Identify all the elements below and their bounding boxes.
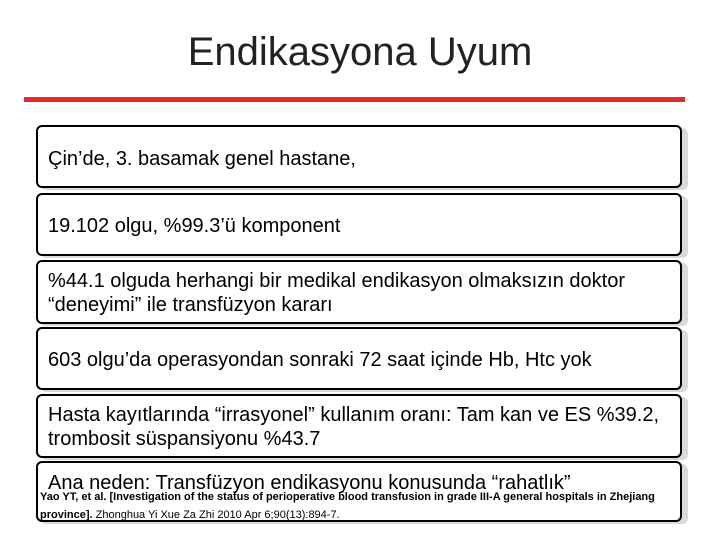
slide-title: Endikasyona Uyum: [187, 30, 533, 74]
bullet-box: [36, 125, 682, 188]
title-divider: [24, 97, 685, 102]
bullet-text: 19.102 olgu, %99.3’ü komponent: [48, 215, 341, 237]
bullet-box: [36, 193, 682, 256]
citation: [40, 488, 682, 524]
bullet-box: [36, 327, 682, 390]
bullet-text: Ana neden: Transfüzyon endikasyonu konusunda “rahatlık”: [48, 472, 571, 494]
bullet-box: [36, 394, 682, 458]
bullet-text: Hasta kayıtlarında “irrasyonel” kullanım oranı: Tam kan ve ES %39.2, trombosit süspansiyonu %43.7: [48, 404, 660, 450]
citation-source: Zhonghua Yi Xue Za Zhi 2010 Apr 6;90(13):894-7.: [92, 509, 340, 521]
bullet-text: Çin’de, 3. basamak genel hastane,: [48, 148, 356, 170]
bullet-text: 603 olgu’da operasyondan sonraki 72 saat içinde Hb, Htc yok: [48, 349, 592, 371]
bullet-box: [36, 260, 682, 324]
bullet-text: %44.1 olguda herhangi bir medikal endikasyon olmaksızın doktor “deneyimi” ile transfüzyon kararı: [48, 270, 626, 316]
citation-title: Yao YT, et al. [Investigation of the status of perioperative blood transfusion in grade III-A general hospitals in Zhejiang province].: [40, 491, 655, 521]
